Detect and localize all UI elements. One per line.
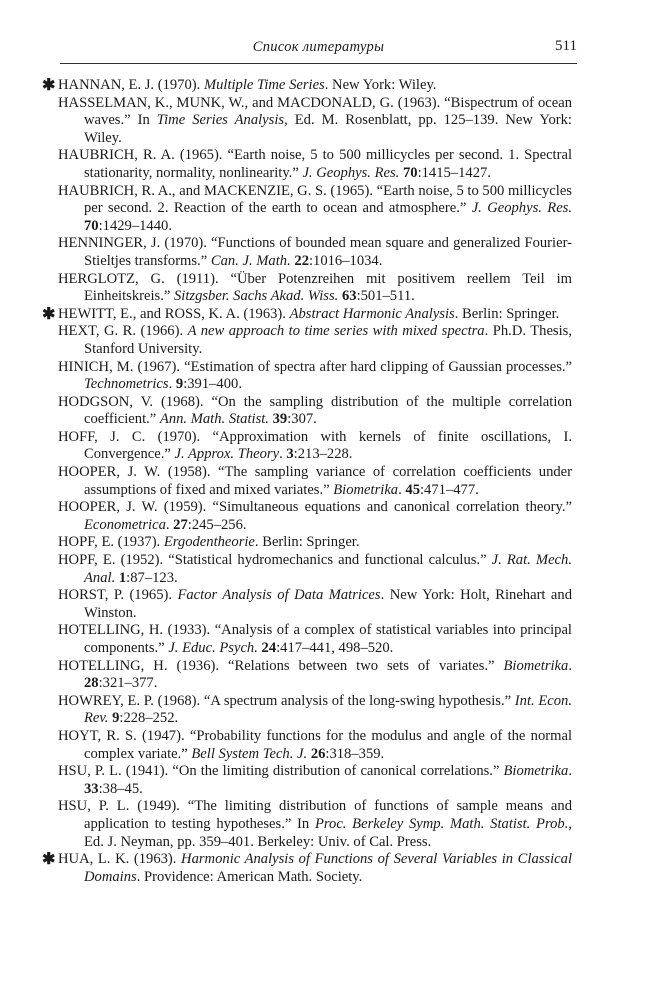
reference-source-italic: Int. Econ. Rev. — [84, 692, 572, 727]
reference-entry — [42, 763, 572, 798]
reference-source-italic: J. Geophys. Res. — [302, 164, 400, 181]
reference-entry — [42, 147, 572, 182]
reference-source-italic: J. Educ. Psych. — [168, 640, 258, 656]
reference-authors-title: HEWITT, E., and ROSS, K. A. (1963). — [58, 305, 290, 322]
reference-source-italic: Technometrics — [84, 376, 169, 393]
reference-authors-title: HANNAN, E. J. (1970). — [58, 77, 204, 93]
page-number: 511 — [555, 38, 577, 54]
reference-entry — [42, 798, 572, 851]
reference-entry — [42, 622, 572, 657]
reference-source-italic: Econometrica — [84, 516, 166, 533]
reference-source-italic: Proc. Berkeley Symp. Math. Statist. Prob. — [314, 815, 569, 832]
reference-pages: :228–252. — [119, 710, 179, 727]
reference-pages: :1016–1034. — [308, 252, 383, 269]
reference-authors-title: HERGLOTZ, G. (1911). “Über Potenzreihen mit positivem reellem Teil im Einheitskreis.” — [58, 270, 572, 305]
reference-entry — [42, 306, 572, 324]
reference-pages: :1415–1427. — [417, 164, 491, 181]
reference-entry — [42, 658, 572, 693]
reference-volume: 33 — [84, 780, 99, 797]
reference-authors-title: HOTELLING, H. (1933). “Analysis of a complex of statistical variables into principal components.” — [58, 622, 572, 656]
reference-authors-title: HOPF, E. (1952). “Statistical hydromechanics and functional calculus.” — [58, 552, 492, 569]
reference-publication-details: , Ed. M. Rosenblatt, pp. 125–139. New York: Wiley. — [84, 112, 572, 146]
reference-authors-title: HOWREY, E. P. (1968). “A spectrum analysis of the long-swing hypothesis.” — [58, 692, 515, 709]
reference-pages: :417–441, 498–520. — [276, 640, 394, 656]
reference-authors-title: HOFF, J. C. (1970). “Approximation with kernels of finite oscillations, I. Convergence.” — [58, 428, 572, 463]
reference-volume: 39 — [272, 411, 288, 428]
reference-authors-title: HENNINGER, J. (1970). “Functions of bounded mean square and generalized Fourier-Stieltjes transforms.” — [58, 235, 572, 269]
reference-volume: 9 — [112, 710, 120, 727]
reference-authors-title: HOOPER, J. W. (1959). “Simultaneous equations and canonical correlation theory.” — [58, 499, 572, 516]
reference-entry — [42, 499, 572, 534]
reference-pages: :471–477. — [420, 481, 479, 498]
reference-publication-details: . — [279, 446, 287, 463]
reference-authors-title: HOYT, R. S. (1947). “Probability functions for the modulus and angle of the normal complex variate.” — [58, 727, 572, 762]
reference-source-italic: Ann. Math. Statist. — [159, 411, 269, 428]
reference-publication-details: . — [165, 516, 174, 533]
reference-authors-title: HOTELLING, H. (1936). “Relations between two sets of variates.” — [58, 657, 504, 674]
reference-volume: 63 — [341, 288, 357, 305]
reference-entry — [42, 728, 572, 763]
reference-list — [42, 77, 572, 886]
reference-authors-title: HSU, P. L. (1949). “The limiting distribution of functions of sample means and application to testing hypotheses.” In — [58, 798, 572, 832]
reference-pages: :321–377. — [98, 675, 158, 692]
reference-publication-details: . — [398, 481, 406, 498]
reference-publication-details: . Berlin: Springer. — [254, 534, 360, 551]
reference-authors-title: HINICH, M. (1967). “Estimation of spectra after hard clipping of Gaussian processes.” — [58, 358, 572, 375]
reference-volume: 45 — [405, 481, 420, 498]
reference-entry — [42, 183, 572, 236]
reference-authors-title: HODGSON, V. (1968). “On the sampling distribution of the multiple correlation coefficient.” — [58, 393, 572, 428]
reference-entry — [42, 359, 572, 394]
reference-pages: :391–400. — [183, 376, 242, 393]
reference-source-italic: Can. J. Math. — [210, 252, 291, 269]
reference-source-italic: J. Approx. Theory — [174, 446, 280, 463]
reference-source-italic: J. Geophys. Res. — [471, 200, 573, 217]
reference-entry — [42, 235, 572, 270]
reference-source-italic: Biometrika — [333, 481, 399, 498]
reference-pages: :501–511. — [356, 288, 415, 305]
reference-entry — [42, 394, 572, 429]
reference-entry — [42, 464, 572, 499]
reference-authors-title: HUA, L. K. (1963). — [58, 851, 182, 868]
reference-entry — [42, 271, 572, 306]
reference-volume: 22 — [294, 252, 309, 269]
reference-volume: 27 — [173, 516, 188, 533]
reference-authors-title: HEXT, G. R. (1966). — [58, 323, 188, 340]
reference-authors-title: HOPF, E. (1937). — [58, 534, 164, 551]
reference-publication-details: . New York: Holt, Rinehart and Winston. — [84, 587, 572, 621]
reference-source-italic: Biometrika — [503, 657, 569, 674]
reference-entry — [42, 851, 572, 886]
asterisk-marker-icon: ✱ — [42, 305, 56, 323]
reference-volume: 24 — [261, 640, 277, 656]
reference-authors-title: HORST, P. (1965). — [58, 587, 178, 604]
reference-pages: :307. — [287, 411, 317, 428]
reference-source-italic: Time Series Analysis — [156, 112, 285, 129]
reference-volume: 3 — [286, 446, 294, 463]
reference-pages: :38–45. — [98, 780, 143, 797]
reference-pages: :245–256. — [187, 516, 247, 533]
reference-publication-details: . Ph.D. Thesis, Stanford University. — [84, 323, 572, 357]
reference-entry — [42, 534, 572, 552]
reference-source-italic: A new approach to time series with mixed spectra — [187, 323, 485, 340]
reference-entry — [42, 552, 572, 587]
reference-volume: 26 — [310, 745, 326, 762]
reference-volume: 70 — [84, 217, 99, 234]
reference-entry — [42, 77, 572, 95]
reference-source-italic: Factor Analysis of Data Matrices — [177, 587, 381, 604]
reference-pages: :87–123. — [126, 569, 178, 586]
reference-publication-details: . New York: Wiley. — [324, 77, 437, 93]
reference-source-italic: Bell System Tech. J. — [191, 745, 308, 762]
asterisk-marker-icon: ✱ — [42, 851, 56, 869]
reference-publication-details: . — [168, 376, 176, 393]
reference-authors-title: HAUBRICH, R. A. (1965). “Earth noise, 5 to 500 millicycles per second. 1. Spectral stationarity, normality, nonlinearity.” — [58, 147, 572, 181]
asterisk-marker-icon: ✱ — [42, 77, 56, 94]
reference-authors-title: HSU, P. L. (1941). “On the limiting distribution of canonical correlations.” — [58, 763, 504, 780]
reference-publication-details: . — [568, 657, 572, 674]
reference-volume: 28 — [84, 675, 99, 692]
reference-source-italic: J. Rat. Mech. Anal. — [84, 552, 572, 586]
reference-source-italic: Abstract Harmonic Analysis — [289, 305, 455, 322]
reference-authors-title: HOOPER, J. W. (1958). “The sampling variance of correlation coefficients under assumptions of fixed and mixed variates.” — [58, 464, 572, 498]
reference-source-italic: Ergodentheorie — [163, 534, 255, 551]
reference-pages: :1429–1440. — [98, 217, 172, 234]
reference-authors-title: HAUBRICH, R. A., and MACKENZIE, G. S. (1965). “Earth noise, 5 to 500 millicycles per second. 2. Reaction of the earth to ocean and atmosphere.” — [58, 182, 572, 217]
reference-source-italic: Multiple Time Series — [203, 77, 325, 93]
reference-entry — [42, 587, 572, 622]
reference-entry — [42, 95, 572, 148]
reference-entry — [42, 693, 572, 728]
reference-pages: :318–359. — [325, 745, 385, 762]
reference-volume: 70 — [402, 164, 418, 181]
running-header — [60, 37, 577, 64]
reference-source-italic: Sitzgsber. Sachs Akad. Wiss. — [173, 288, 339, 305]
reference-entry — [42, 323, 572, 358]
reference-source-italic: Biometrika — [503, 763, 569, 780]
reference-pages: :213–228. — [293, 446, 353, 463]
reference-publication-details: . Providence: American Math. Society. — [136, 868, 363, 885]
reference-source-italic: Harmonic Analysis of Functions of Several Variables in Classical Domains — [84, 851, 572, 885]
reference-authors-title: HASSELMAN, K., MUNK, W., and MACDONALD, G. (1963). “Bispectrum of ocean waves.” In — [58, 94, 572, 129]
reference-publication-details: , Ed. J. Neyman, pp. 359–401. Berkeley: Univ. of Cal. Press. — [84, 815, 573, 850]
reference-volume: 9 — [175, 376, 184, 393]
reference-publication-details: . Berlin: Springer. — [454, 305, 560, 322]
running-header-title: Список литературы — [252, 39, 385, 55]
reference-entry — [42, 429, 572, 464]
reference-publication-details: . — [568, 763, 572, 780]
reference-volume: 1 — [118, 569, 127, 586]
